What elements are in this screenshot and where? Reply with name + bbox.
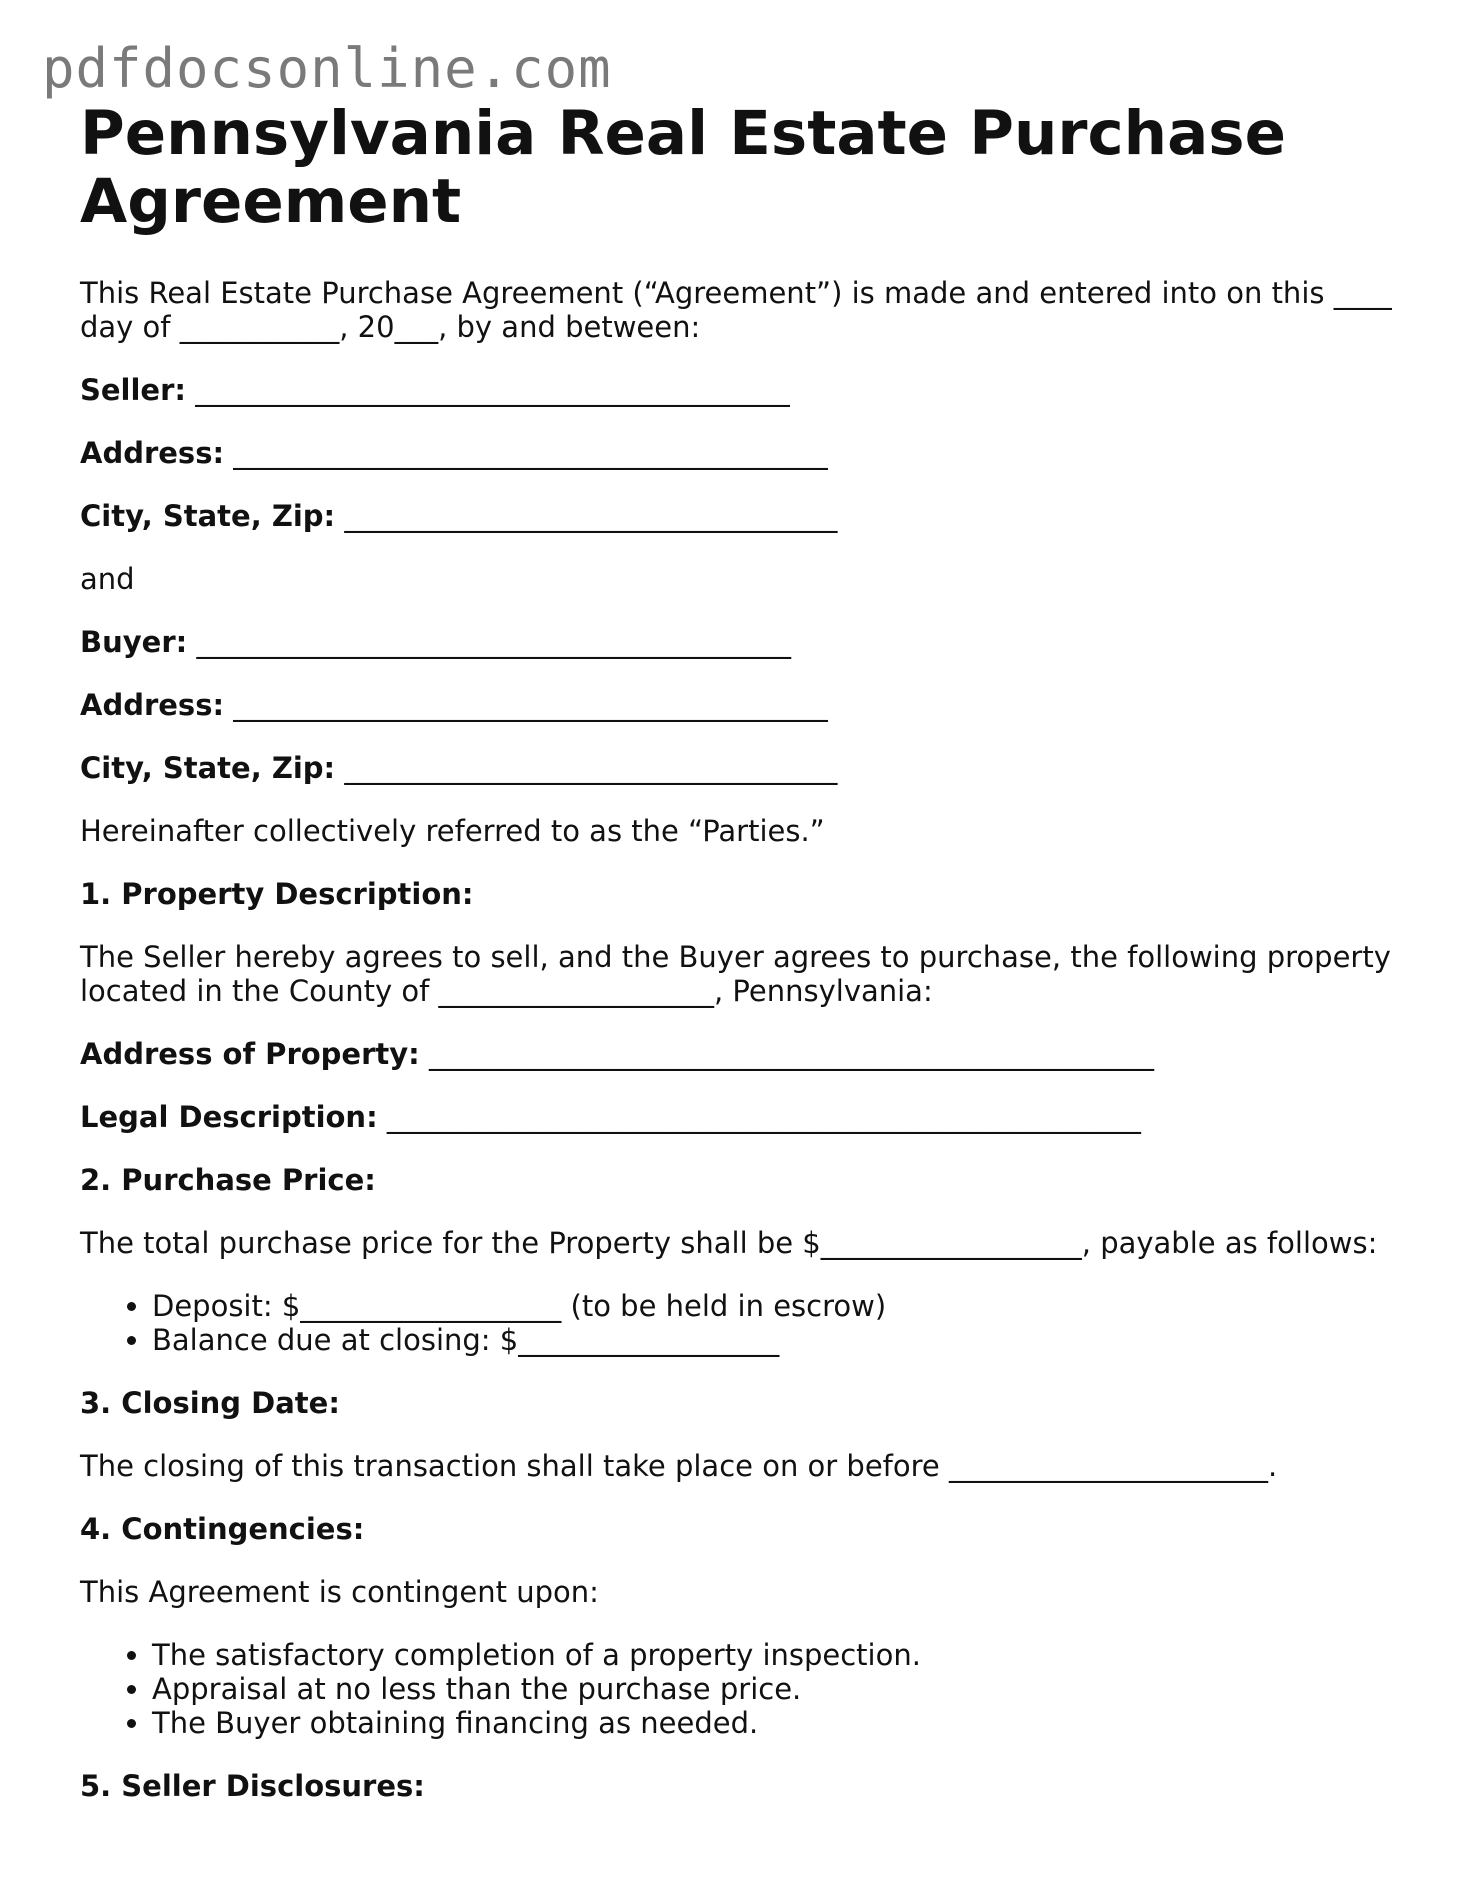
document-page [80,100,1400,1803]
section-2-heading: 2. Purchase Price: [80,1163,376,1197]
seller-address-label: Address: [80,436,225,470]
legal-description-blank: ____________________________________________________ [386,1100,1141,1134]
payment-list [80,1289,1400,1357]
list-item: • Deposit: $__________________ (to be held in escrow) [152,1289,1400,1323]
section-4-text: This Agreement is contingent upon: [80,1575,599,1609]
parties-text: Hereinafter collectively referred to as the “Parties.” [80,814,825,848]
intro-paragraph: This Real Estate Purchase Agreement (“Agreement”) is made and entered into on this ____ day of ___________, 20___, by and between: [80,276,1392,344]
list-item: • Appraisal at no less than the purchase price. [152,1672,1400,1706]
seller-city-field [80,499,1400,533]
section-5-heading: 5. Seller Disclosures: [80,1769,425,1803]
buyer-name-label: Buyer: [80,625,188,659]
buyer-city-label: City, State, Zip: [80,751,336,785]
seller-city-blank: __________________________________ [344,499,838,533]
section-1-text: The Seller hereby agrees to sell, and the Buyer agrees to purchase, the following property located in the County of ___________________, Pennsylvania: [80,940,1391,1008]
buyer-name-field [80,625,1400,659]
seller-city-label: City, State, Zip: [80,499,336,533]
buyer-name-blank: _________________________________________ [196,625,791,659]
and-text: and [80,562,135,596]
buyer-address-label: Address: [80,688,225,722]
section-3-text: The closing of this transaction shall take place on or before ______________________. [80,1449,1278,1483]
legal-description-field [80,1100,1400,1134]
buyer-city-blank: __________________________________ [344,751,838,785]
section-2-text: The total purchase price for the Property shall be $__________________, payable as follows: [80,1226,1378,1260]
legal-description-label: Legal Description: [80,1100,378,1134]
seller-address-blank: _________________________________________ [233,436,828,470]
property-address-blank: __________________________________________________ [428,1037,1154,1071]
section-3-heading: 3. Closing Date: [80,1386,340,1420]
list-item: • The Buyer obtaining financing as needed. [152,1706,1400,1740]
document-title: Pennsylvania Real Estate Purchase Agreement [80,98,1286,237]
seller-address-field [80,436,1400,470]
buyer-address-field [80,688,1400,722]
contingency-list [80,1638,1400,1740]
seller-name-field [80,373,1400,407]
section-4-heading: 4. Contingencies: [80,1512,365,1546]
list-item: • Balance due at closing: $__________________ [152,1323,1400,1357]
property-address-label: Address of Property: [80,1037,420,1071]
buyer-address-blank: _________________________________________ [233,688,828,722]
section-1-heading: 1. Property Description: [80,877,474,911]
property-address-field [80,1037,1400,1071]
list-item: • The satisfactory completion of a property inspection. [152,1638,1400,1672]
seller-name-blank: _________________________________________ [195,373,790,407]
watermark: pdfdocsonline.com [42,37,612,100]
buyer-city-field [80,751,1400,785]
seller-name-label: Seller: [80,373,187,407]
